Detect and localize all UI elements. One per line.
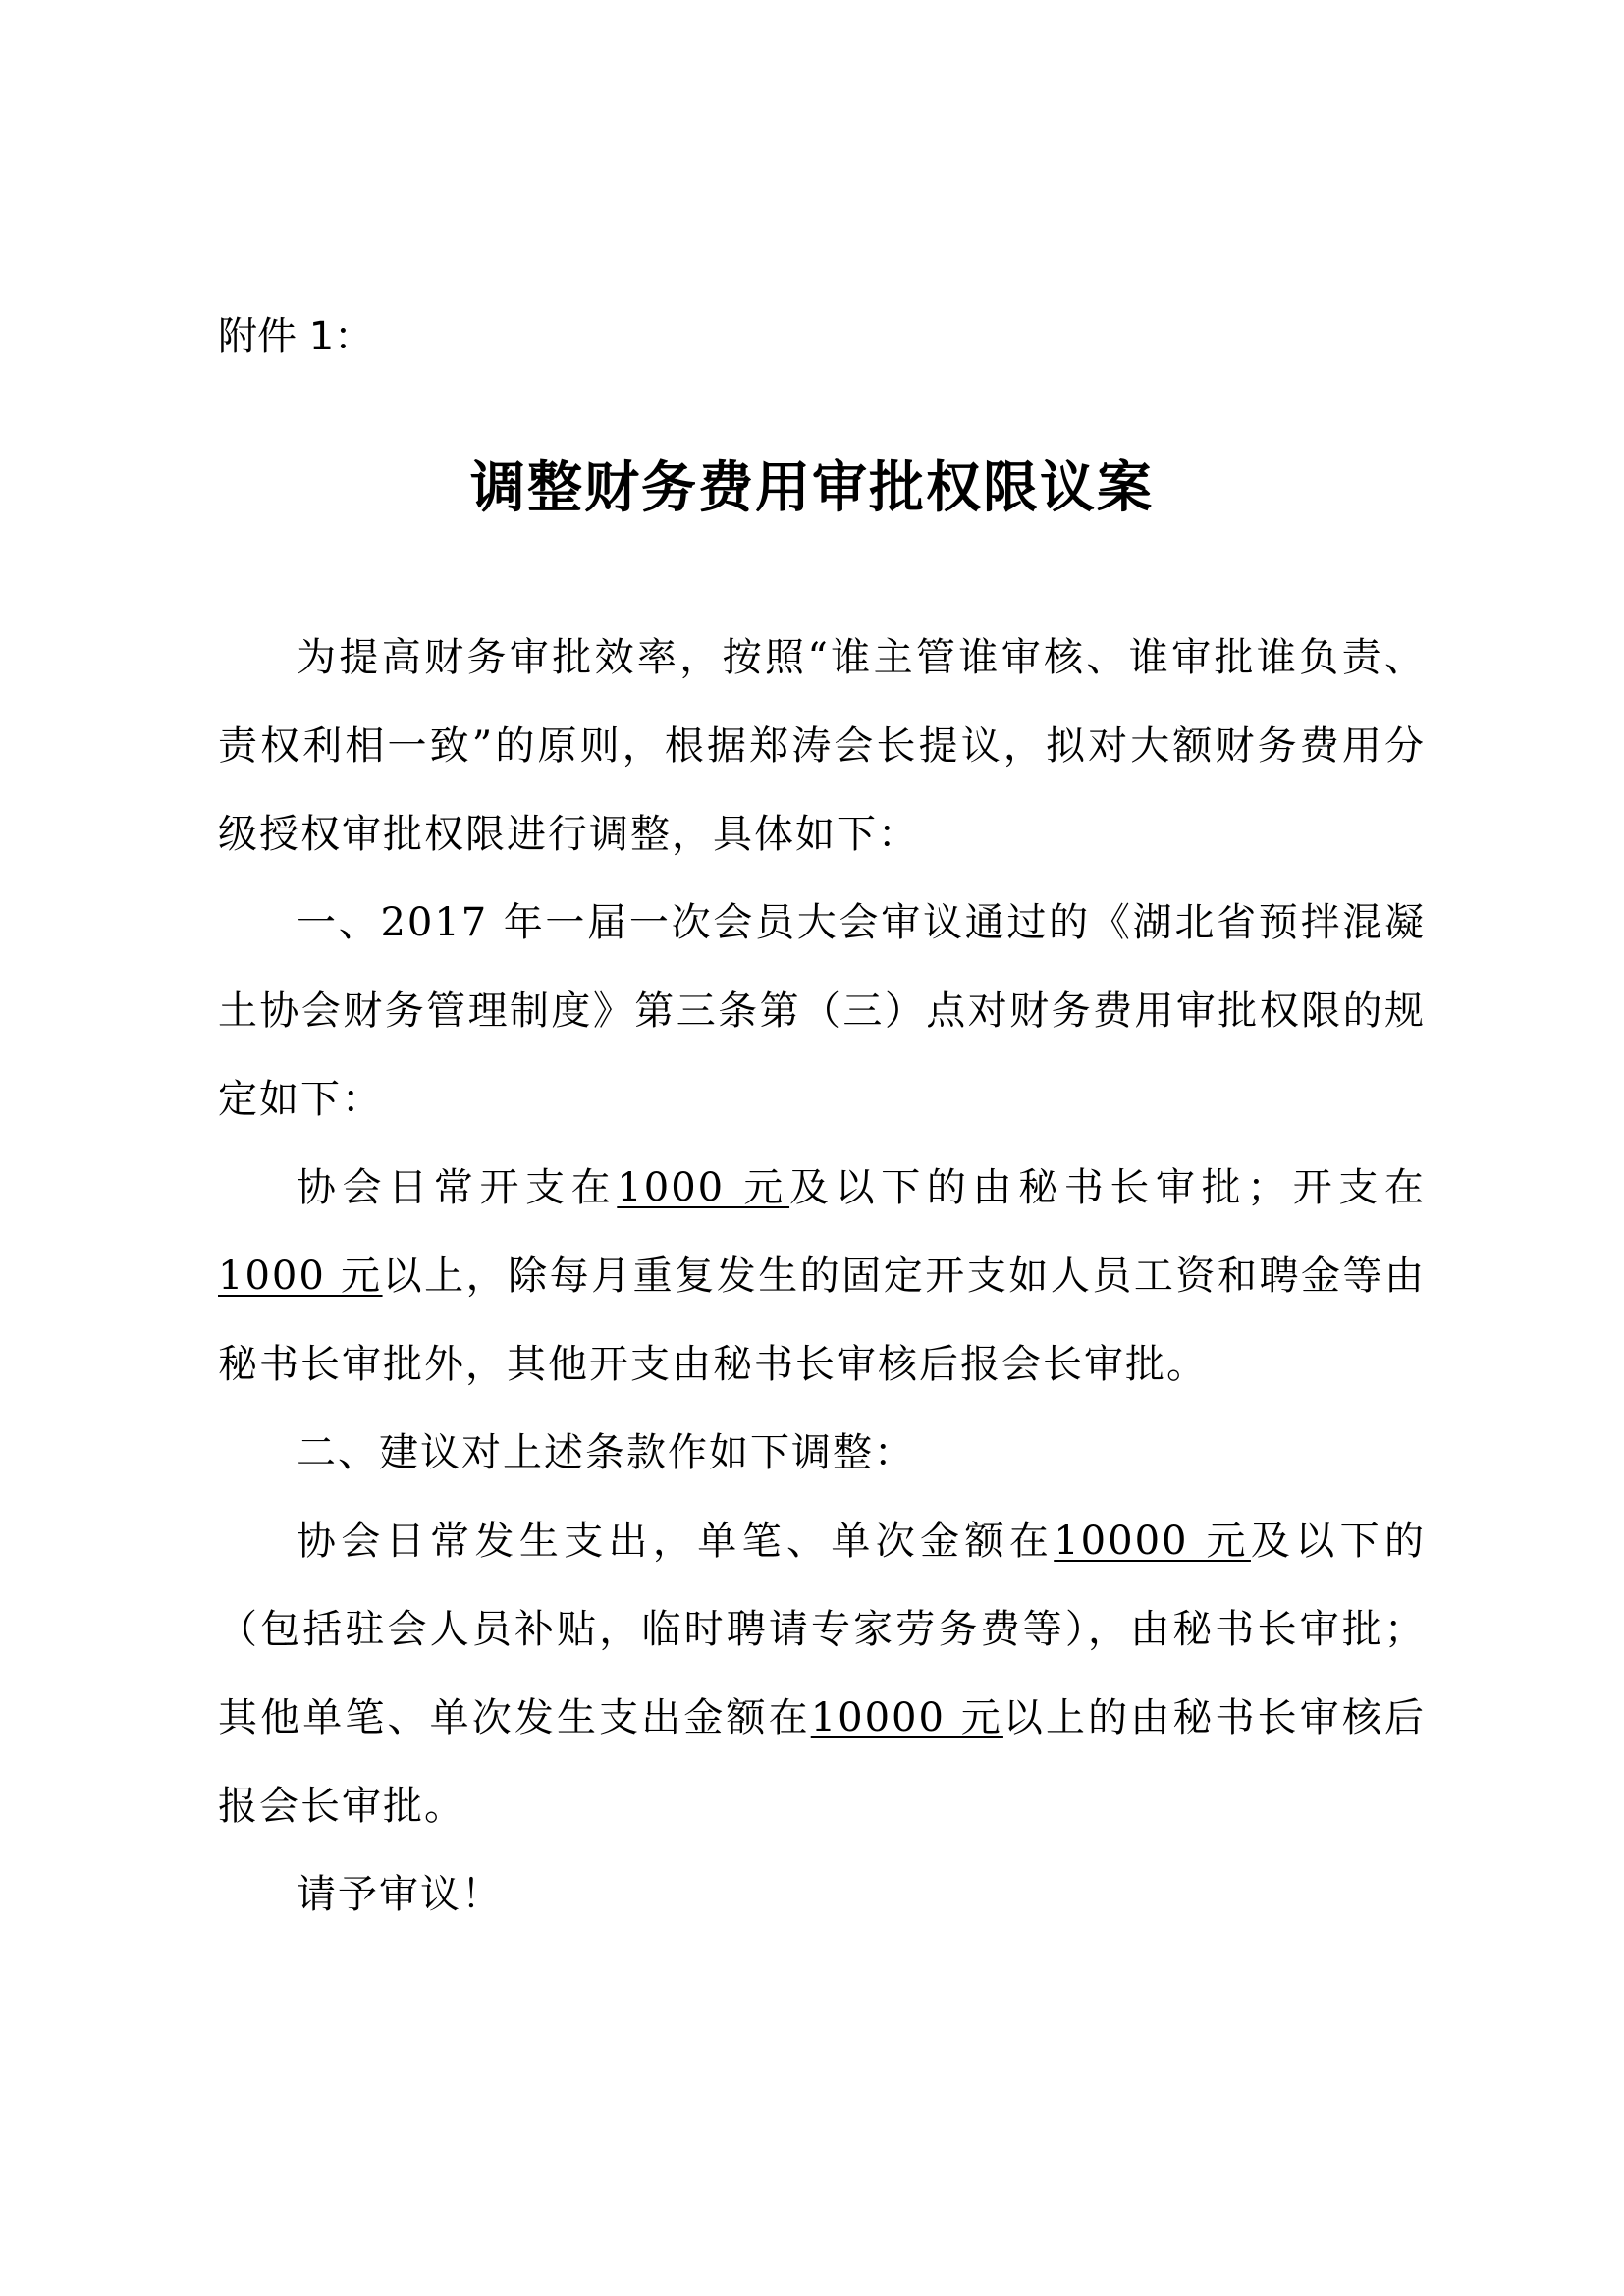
intro-paragraph: 为提高财务审批效率，按照“谁主管谁审核、谁审批谁负责、责权利相一致”的原则，根据郑涛会长提议，拟对大额财务费用分级授权审批权限进行调整，具体如下： bbox=[218, 635, 1426, 857]
closing-paragraph: 请予审议！ bbox=[297, 1872, 503, 1917]
old-rule-text-3: 以上，除每月重复发生的固定开支如人员工资和聘金等由秘书长审批外，其他开支由秘书长审核后报会长审批。 bbox=[218, 1254, 1427, 1387]
new-rule-paragraph bbox=[218, 1497, 1426, 1850]
new-rule-text-3: 以上的由秘书长审核后报会长审批。 bbox=[218, 1695, 1427, 1829]
attachment-label: 附件 1： bbox=[218, 314, 374, 359]
old-rule-text-2: 及以下的由秘书长审批；开支在 bbox=[789, 1165, 1427, 1210]
new-rule-amount-1: 10000 元 bbox=[1054, 1519, 1251, 1564]
old-rule-text-1: 协会日常开支在 bbox=[297, 1165, 618, 1210]
document-title: 调整财务费用审批权限议案 bbox=[470, 456, 1154, 520]
item-two-paragraph: 二、建议对上述条款作如下调整： bbox=[297, 1430, 915, 1475]
old-rule-amount-1: 1000 元 bbox=[617, 1165, 790, 1210]
item-one-paragraph: 一、2017 年一届一次会员大会审议通过的《湖北省预拌混凝土协会财务管理制度》第三条第（三）点对财务费用审批权限的规定如下： bbox=[218, 900, 1426, 1122]
new-rule-amount-2: 10000 元 bbox=[810, 1695, 1003, 1740]
document-body bbox=[218, 614, 1426, 1939]
new-rule-text-2: 及以下的（包括驻会人员补贴，临时聘请专家劳务费等），由秘书长审批；其他单笔、单次发生支出金额在 bbox=[218, 1519, 1427, 1740]
old-rule-paragraph bbox=[218, 1144, 1426, 1409]
new-rule-text-1: 协会日常发生支出，单笔、单次金额在 bbox=[297, 1519, 1055, 1564]
old-rule-amount-2: 1000 元 bbox=[218, 1254, 383, 1299]
